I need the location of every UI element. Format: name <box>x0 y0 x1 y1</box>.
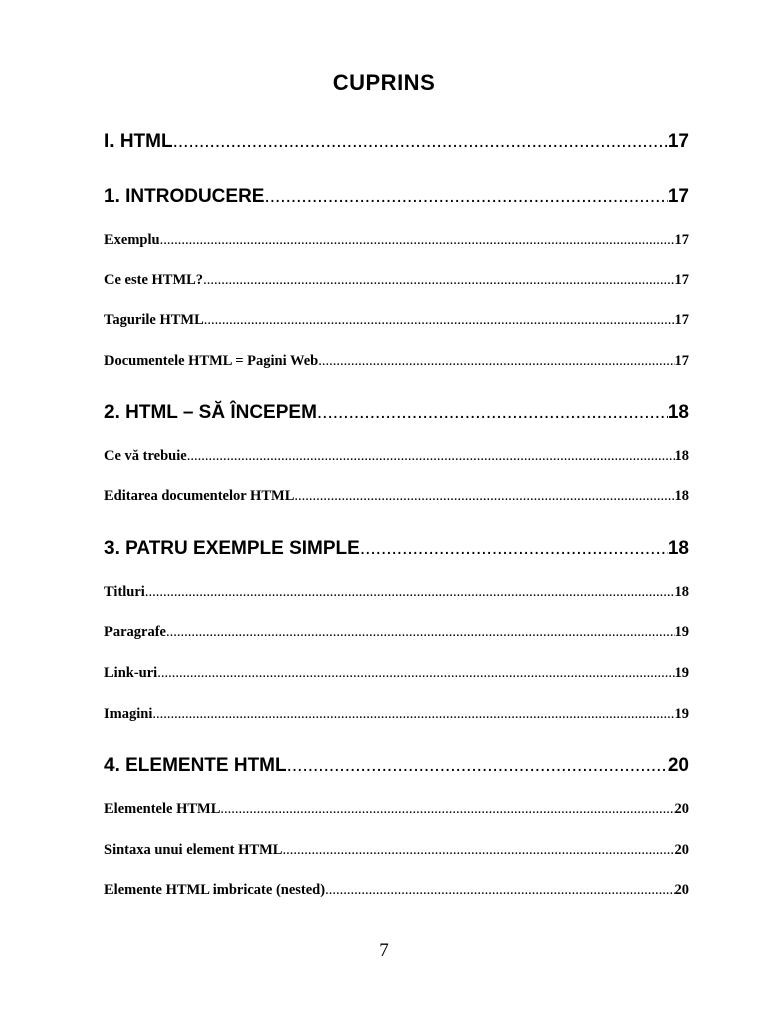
toc-leader-dots <box>287 753 668 779</box>
toc-entry-section <box>104 704 689 724</box>
toc-entry-label: Ce vă trebuie <box>104 448 187 464</box>
toc-entry-page: 20 <box>674 801 689 817</box>
page-title: CUPRINS <box>332 70 436 95</box>
toc-leader-dots <box>160 230 675 250</box>
toc-entry-page: 20 <box>667 755 689 776</box>
toc-entry-label: Tagurile HTML <box>104 312 204 328</box>
toc-entry-page: 19 <box>674 706 689 722</box>
toc-entry-page: 17 <box>674 272 689 288</box>
toc-entry-section <box>104 230 689 250</box>
toc-leader-dots <box>317 400 668 426</box>
toc-entry-label: 1. INTRODUCERE <box>104 186 265 207</box>
toc-entry-label: I. HTML <box>104 131 173 152</box>
toc-entry-page: 18 <box>674 584 689 600</box>
toc-entry-section <box>104 486 689 506</box>
toc-leader-dots <box>282 840 674 860</box>
toc-leader-dots <box>203 270 674 290</box>
toc-leader-dots <box>157 663 674 683</box>
toc-leader-dots <box>325 880 674 900</box>
toc-leader-dots <box>294 486 674 506</box>
toc-entry-chapter <box>104 536 689 562</box>
toc-entry-page: 18 <box>667 402 689 423</box>
toc-entry-label: 2. HTML – SĂ ÎNCEPEM <box>104 402 317 423</box>
toc-entry-label: 4. ELEMENTE HTML <box>104 755 287 776</box>
toc-entry-label: Sintaxa unui element HTML <box>104 842 283 858</box>
toc-entry-label: Link-uri <box>104 665 158 681</box>
toc-entry-page: 20 <box>674 842 689 858</box>
toc-entry-label: Imagini <box>104 706 153 722</box>
toc-leader-dots <box>204 310 675 330</box>
toc-entry-page: 17 <box>674 353 689 369</box>
toc-entry-label: Documentele HTML = Pagini Web <box>104 353 319 369</box>
toc-entry-page: 17 <box>667 131 689 152</box>
toc-leader-dots <box>145 582 675 602</box>
toc-entry-label: Elementele HTML <box>104 801 221 817</box>
toc-entry-section <box>104 840 689 860</box>
toc-entry-label: Editarea documentelor HTML <box>104 488 295 504</box>
toc-entry-chapter <box>104 400 689 426</box>
toc-entry-label: Paragrafe <box>104 624 166 640</box>
toc-leader-dots <box>220 799 674 819</box>
toc-leader-dots <box>173 129 668 155</box>
toc-entry-label: 3. PATRU EXEMPLE SIMPLE <box>104 538 360 559</box>
toc-entry-page: 18 <box>674 488 689 504</box>
toc-entry-section <box>104 446 689 466</box>
toc-entry-section <box>104 663 689 683</box>
toc-entry-section <box>104 582 689 602</box>
toc-entry-section <box>104 270 689 290</box>
toc-entry-page: 19 <box>674 665 689 681</box>
toc-leader-dots <box>187 446 675 466</box>
toc-leader-dots <box>166 622 675 642</box>
page-number: 7 <box>379 940 389 961</box>
toc-entry-section <box>104 880 689 900</box>
toc-entry-page: 20 <box>674 882 689 898</box>
toc-entry-section <box>104 310 689 330</box>
toc-entry-page: 18 <box>667 538 689 559</box>
toc-entry-chapter <box>104 753 689 779</box>
toc-entry-chapter <box>104 129 689 155</box>
toc-entry-label: Ce este HTML? <box>104 272 204 288</box>
toc-leader-dots <box>318 351 674 371</box>
toc-entry-label: Titluri <box>104 584 145 600</box>
toc-entry-page: 19 <box>674 624 689 640</box>
toc-entry-chapter <box>104 184 689 210</box>
toc-entry-section <box>104 622 689 642</box>
toc-entry-page: 17 <box>674 312 689 328</box>
toc-entry-page: 18 <box>674 448 689 464</box>
toc-leader-dots <box>152 704 674 724</box>
toc-leader-dots <box>360 536 668 562</box>
toc-entry-label: Exemplu <box>104 232 160 248</box>
toc-entry-label: Elemente HTML imbricate (nested) <box>104 882 326 898</box>
toc-entry-page: 17 <box>674 232 689 248</box>
toc-entry-section <box>104 351 689 371</box>
toc-entry-section <box>104 799 689 819</box>
toc-leader-dots <box>264 184 667 210</box>
toc-entry-page: 17 <box>667 186 689 207</box>
